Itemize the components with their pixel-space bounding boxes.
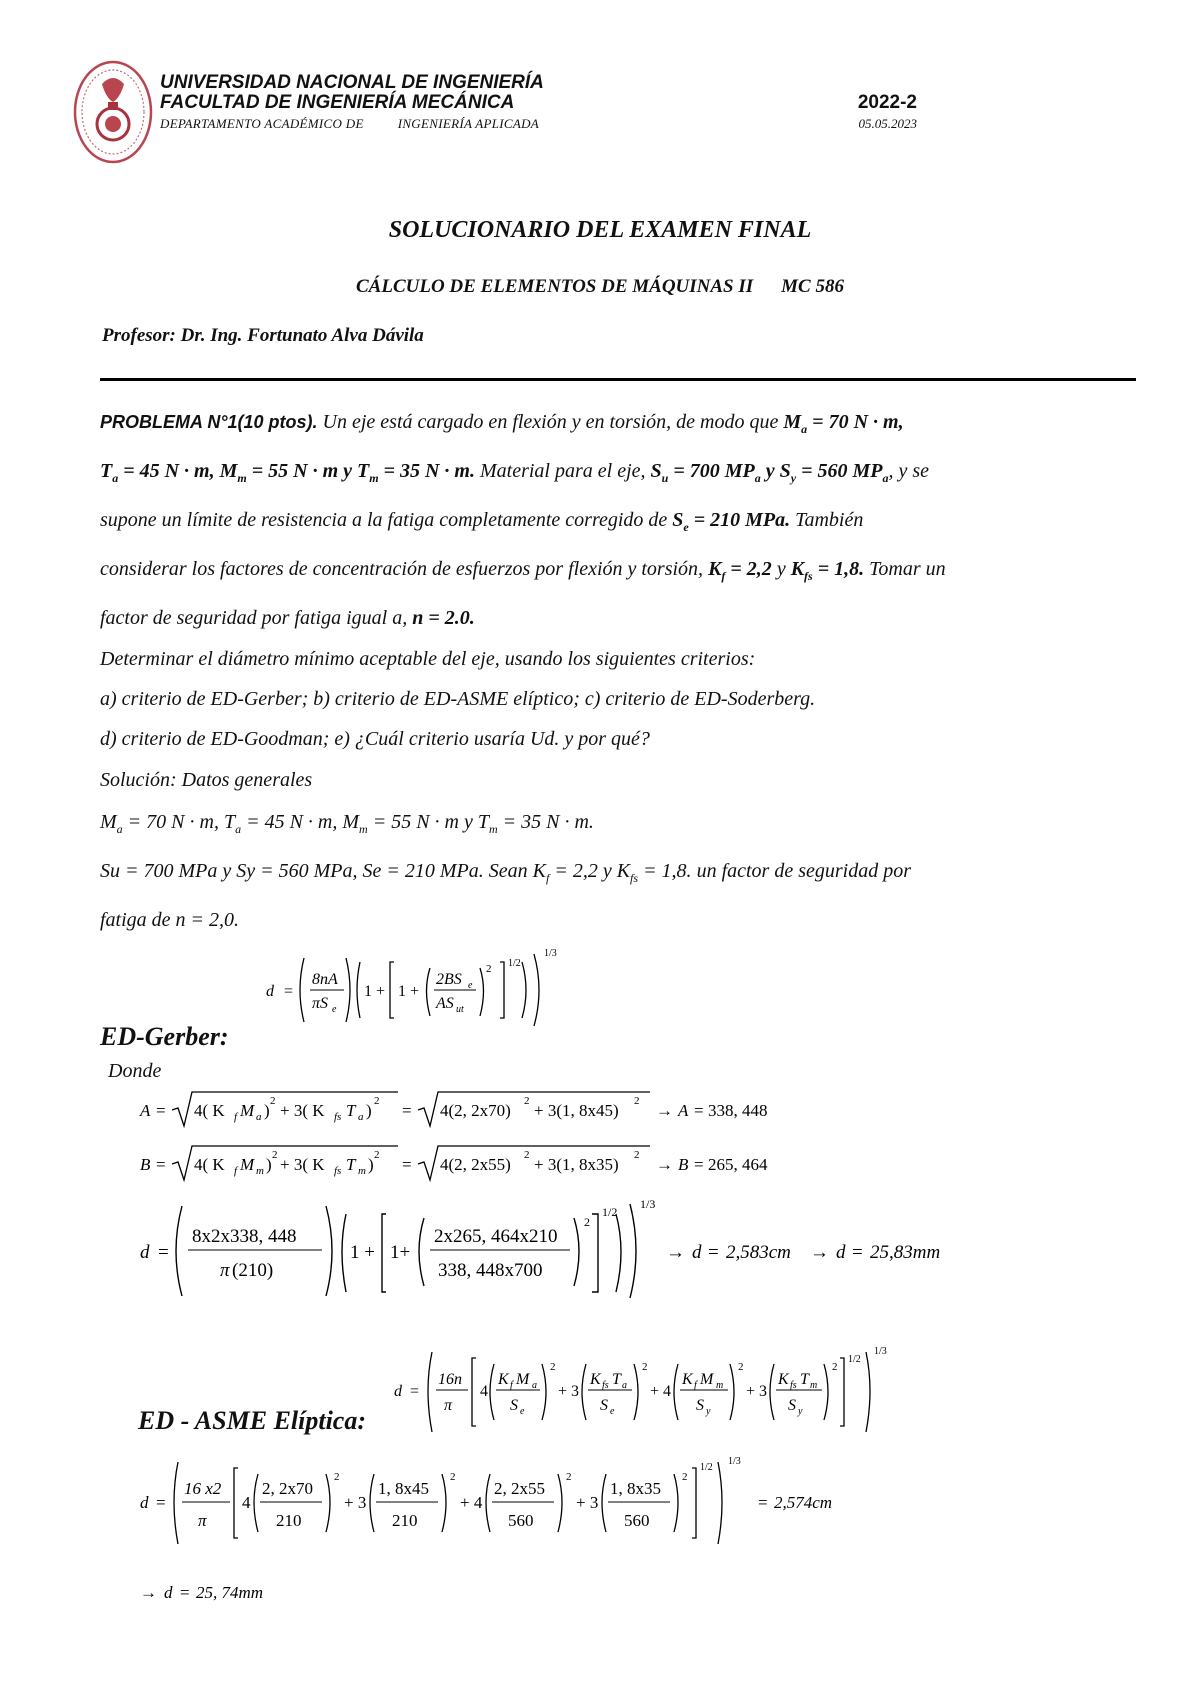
svg-text:1+: 1+ [390,1242,411,1263]
svg-text:1, 8x35: 1, 8x35 [610,1479,661,1498]
section-ed-asme-eliptica: ED - ASME Elíptica: [138,1406,367,1435]
svg-text:+ 3(1, 8x45): + 3(1, 8x45) [534,1101,619,1120]
result-A: 338, 448 [708,1101,768,1120]
svg-text:+ 4: + 4 [460,1493,483,1512]
svg-text:M: M [700,1371,714,1388]
svg-text:2: 2 [450,1471,456,1483]
svg-text:1/2: 1/2 [848,1354,861,1365]
svg-text:T: T [800,1371,809,1388]
gerber-general-formula [260,940,580,1045]
svg-text:K: K [682,1371,693,1388]
svg-text:2: 2 [334,1471,340,1483]
svg-text:2: 2 [486,963,492,975]
svg-text:=: = [284,983,294,1000]
faculty-name: FACULTAD DE INGENIERÍA MECÁNICA [160,92,515,113]
svg-text:m: m [256,1165,264,1177]
svg-text:B: B [678,1155,689,1174]
svg-text:→: → [656,1101,673,1120]
equation-gerber-d [138,1196,998,1311]
svg-text:=: = [156,1155,166,1174]
svg-text:AS: AS [436,995,454,1012]
svg-text:M: M [240,1155,255,1174]
svg-text:+ 3: + 3 [576,1493,599,1512]
svg-text:2: 2 [634,1149,640,1161]
asme-general-formula [390,1340,970,1445]
svg-text:T: T [346,1155,356,1174]
problem-statement: PROBLEMA N°1(10 ptos). Un eje está cargado en flexión y en torsión, de modo que $M_a = 70$ N · m, $T_a = 45$ N · m, $M_m = 55$ N · m y $T_m = 35$ N · m. Material para el eje, $S_u = 700$ $MP_a$ y $S_y = 560$ $MP_a$, y se supone un límite de resistencia a la fatiga completamente corregido de $S_e = 210$ MPa. También considerar los factores de concentración de esfuerzos por flexión y torsión, $K_f = 2,2$ y $K_{fs} = 1,8$. Tomar un factor de seguridad por fatiga igual a, n = 2.0. Determinar el diámetro mínimo aceptable del eje, usando los siguientes criterios: a) criterio de ED-Gerber; b) criterio de ED-ASME elíptico; c) criterio de ED-Soderberg. d) criterio de ED-Goodman; e) ¿Cuál criterio usaría Ud. y por qué? Solución: Datos generales $M_a = 70$ N · m, $T_a = 45$ N · m, $M_m = 55$ N · m y $T_m = 35$ N · m. Su = 700 MPa y Sy = 560 MPa, Se = 210 MPa. Sean $K_f = 2,2$ y $K_{fs} = 1,8$. un factor de seguridad por fatiga de n = 2,0. [100,411,946,931]
svg-text:2: 2 [584,1215,590,1229]
svg-text:2x265, 464x210: 2x265, 464x210 [434,1226,558,1247]
svg-text:→: → [140,1583,157,1602]
svg-text:1/3: 1/3 [874,1346,887,1357]
svg-text:a: a [358,1111,364,1123]
svg-text:=: = [158,1242,169,1263]
svg-text:1 +: 1 + [398,983,420,1000]
svg-text:fs: fs [334,1111,342,1123]
svg-text:π: π [220,1260,230,1281]
svg-text:K: K [590,1371,601,1388]
university-name: UNIVERSIDAD NACIONAL DE INGENIERÍA [160,72,544,93]
svg-text:8x2x338, 448: 8x2x338, 448 [192,1226,297,1247]
svg-text:d: d [164,1583,173,1602]
svg-text:8nA: 8nA [312,971,338,988]
svg-text:y: y [706,1406,711,1417]
svg-text:K: K [498,1371,509,1388]
result-asme-mm-line [138,1574,338,1615]
svg-text:4( K: 4( K [194,1155,225,1174]
university-seal [72,58,154,171]
svg-text:S: S [788,1397,796,1414]
svg-text:π: π [198,1511,207,1530]
svg-text:A: A [140,1101,151,1120]
svg-text:f: f [694,1380,697,1391]
svg-text:e: e [520,1406,525,1417]
svg-text:=: = [180,1583,190,1602]
svg-text:560: 560 [508,1511,534,1530]
svg-text:4(2, 2x55): 4(2, 2x55) [440,1155,511,1174]
svg-text:T: T [346,1101,356,1120]
svg-text:1/2: 1/2 [700,1462,713,1473]
svg-text:4(2, 2x70): 4(2, 2x70) [440,1101,511,1120]
department-name: DEPARTAMENTO ACADÉMICO DE INGENIERÍA APLICADA [160,116,540,131]
result-asme-cm: 2,574cm [774,1493,833,1512]
svg-text:2: 2 [566,1471,572,1483]
svg-text:2: 2 [550,1361,556,1373]
svg-text:f: f [234,1165,238,1177]
svg-text:+ 3: + 3 [344,1493,367,1512]
svg-text:1, 8x45: 1, 8x45 [378,1479,429,1498]
svg-text:2: 2 [832,1361,838,1373]
svg-text:4: 4 [242,1493,251,1512]
svg-text:4( K: 4( K [194,1101,225,1120]
svg-text:m: m [810,1380,818,1391]
svg-text:fs: fs [334,1165,342,1177]
svg-text:π: π [444,1397,453,1414]
svg-text:a: a [256,1111,262,1123]
svg-text:+ 3( K: + 3( K [280,1101,325,1120]
svg-text:e: e [332,1004,337,1015]
svg-text:πS: πS [312,995,329,1012]
svg-text:fs: fs [602,1380,609,1391]
svg-text:f: f [510,1380,513,1391]
svg-text:=: = [852,1242,863,1263]
svg-text:4: 4 [480,1383,488,1400]
svg-text:16n: 16n [438,1371,462,1388]
svg-text:1 +: 1 + [350,1242,375,1263]
problem-label: PROBLEMA N°1(10 ptos). [100,412,318,432]
svg-text:2BS: 2BS [436,971,462,988]
svg-text:d: d [836,1242,846,1263]
result-B: 265, 464 [708,1155,768,1174]
svg-text:→: → [810,1242,829,1263]
svg-text:+ 3: + 3 [746,1383,768,1400]
exam-date: 05.05.2023 [858,116,917,131]
svg-text:d: d [140,1242,150,1263]
svg-text:d: d [140,1493,149,1512]
svg-text:2: 2 [524,1149,530,1161]
svg-text:K: K [778,1371,789,1388]
svg-text:a: a [622,1380,627,1391]
svg-text:1/3: 1/3 [544,948,557,959]
svg-text:=: = [410,1383,420,1400]
svg-text:=: = [694,1155,704,1174]
svg-text:16 x2: 16 x2 [184,1479,222,1498]
svg-text:d: d [266,983,274,1000]
svg-text:=: = [402,1155,412,1174]
donde-label: Donde [108,1060,162,1082]
equation-B [138,1142,818,1191]
svg-text:B: B [140,1155,151,1174]
svg-text:fs: fs [790,1380,797,1391]
svg-text:+ 4: + 4 [650,1383,672,1400]
semester: 2022-2 [857,92,917,113]
svg-text:a: a [532,1380,537,1391]
course-title: CÁLCULO DE ELEMENTOS DE MÁQUINAS II MC 586 [356,276,844,297]
svg-text:f: f [234,1111,238,1123]
svg-text:y: y [798,1406,803,1417]
svg-text:): ) [366,1101,372,1120]
svg-text:2: 2 [374,1095,380,1107]
svg-text:2, 2x70: 2, 2x70 [262,1479,313,1498]
svg-text:2: 2 [642,1361,648,1373]
result-gerber-cm: 2,583cm [726,1242,791,1263]
professor: Profesor: Dr. Ing. Fortunato Alva Dávila [102,325,424,346]
svg-text:m: m [716,1380,724,1391]
svg-text:m: m [358,1165,366,1177]
svg-text:338, 448x700: 338, 448x700 [438,1260,543,1281]
svg-text:=: = [708,1242,719,1263]
svg-text:560: 560 [624,1511,650,1530]
svg-text:2: 2 [374,1149,380,1161]
svg-text:M: M [240,1101,255,1120]
svg-text:2: 2 [738,1361,744,1373]
svg-text:+ 3( K: + 3( K [280,1155,325,1174]
svg-text:=: = [156,1493,166,1512]
svg-text:1/3: 1/3 [728,1456,741,1467]
svg-text:2, 2x55: 2, 2x55 [494,1479,545,1498]
svg-text:210: 210 [392,1511,418,1530]
result-gerber-mm: 25,83mm [870,1242,941,1263]
svg-text:+ 3: + 3 [558,1383,580,1400]
svg-text:=: = [156,1101,166,1120]
svg-text:(210): (210) [232,1260,274,1281]
svg-text:T: T [612,1371,621,1388]
svg-text:1/3: 1/3 [640,1197,656,1211]
svg-text:S: S [600,1397,608,1414]
svg-text:1/2: 1/2 [602,1205,618,1219]
svg-text:+ 3(1, 8x35): + 3(1, 8x35) [534,1155,619,1174]
header-divider [100,378,1136,381]
svg-text:d: d [394,1383,402,1400]
svg-text:=: = [758,1493,768,1512]
svg-text:1/2: 1/2 [508,958,521,969]
svg-text:→: → [666,1242,685,1263]
equation-A [138,1088,818,1137]
svg-text:M: M [516,1371,530,1388]
svg-text:): ) [368,1155,374,1174]
document-title: SOLUCIONARIO DEL EXAMEN FINAL [388,217,812,243]
svg-text:S: S [696,1397,704,1414]
svg-text:ut: ut [456,1004,464,1015]
svg-text:e: e [468,980,473,991]
svg-text:): ) [264,1101,270,1120]
svg-text:d: d [692,1242,702,1263]
svg-text:=: = [402,1101,412,1120]
svg-text:2: 2 [270,1095,276,1107]
result-asme-mm: 25, 74mm [196,1583,264,1602]
svg-text:e: e [610,1406,615,1417]
svg-text:): ) [266,1155,272,1174]
svg-text:2: 2 [524,1095,530,1107]
section-ed-gerber: ED-Gerber: [100,1022,229,1051]
equation-asme-d [138,1452,898,1557]
svg-text:S: S [510,1397,518,1414]
svg-text:2: 2 [634,1095,640,1107]
svg-text:→: → [656,1155,673,1174]
svg-text:2: 2 [682,1471,688,1483]
svg-text:210: 210 [276,1511,302,1530]
svg-text:A: A [678,1101,689,1120]
svg-text:=: = [694,1101,704,1120]
svg-text:1 +: 1 + [364,983,386,1000]
svg-text:2: 2 [272,1149,278,1161]
